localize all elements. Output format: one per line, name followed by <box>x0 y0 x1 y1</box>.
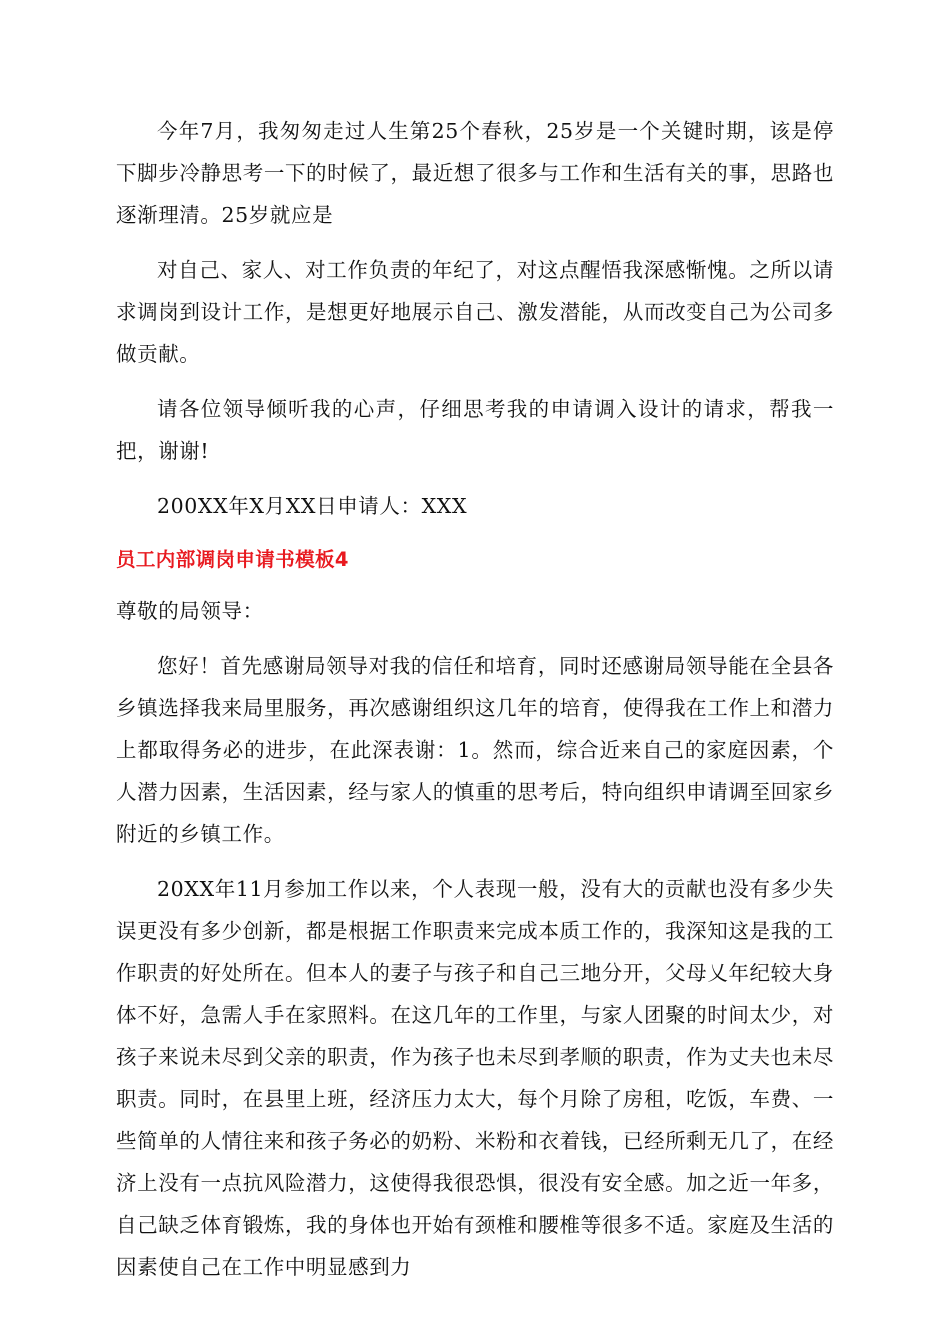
section-title: 员工内部调岗申请书模板4 <box>116 548 349 571</box>
date-signature-line: 200XX年X月XX日申请人：XXX <box>157 494 468 518</box>
paragraph-intro-age: 今年7月，我匆匆走过人生第25个春秋，25岁是一个关键时期，该是停下脚步冷静思考一下的时候了，最近想了很多与工作和生活有关的事，思路也逐渐理清。25岁就应是 <box>116 119 834 227</box>
paragraph-greeting-thanks: 您好！首先感谢局领导对我的信任和培育，同时还感谢局领导能在全县各乡镇选择我来局里服务，再次感谢组织这几年的培育，使得我在工作上和潜力上都取得务必的进步，在此深表谢：1。然而，综合近来自己的家庭因素，个人潜力因素，生活因素，经与家人的慎重的思考后，特向组织申请调至回家乡附近的乡镇工作。 <box>116 654 834 846</box>
paragraph-work-family: 20XX年11月参加工作以来，个人表现一般，没有大的贡献也没有多少失误更没有多少创新，都是根据工作职责来完成本质工作的，我深知这是我的工作职责的好处所在。但本人的妻子与孩子和自己三地分开，父母乂年纪较大身体不好，急需人手在家照料。在这几年的工作里，与家人团聚的时间太少，对孩子来说未尽到父亲的职责，作为孩子也未尽到孝顺的职责，作为丈夫也未尽职责。同时，在县里上班，经济压力太大，每个月除了房租，吃饭，车费、一些简单的人情往来和孩子务必的奶粉、米粉和衣着钱，已经所剩无几了，在经济上没有一点抗风险潜力，这使得我很恐惧，很没有安全感。加之近一年多，自己缺乏体育锻炼，我的身体也开始有颈椎和腰椎等很多不适。家庭及生活的因素使自己在工作中明显感到力 <box>116 877 834 1279</box>
paragraph-request-closing: 请各位领导倾听我的心声，仔细思考我的申请调入设计的请求，帮我一把，谢谢! <box>116 397 834 463</box>
salutation: 尊敬的局领导： <box>116 599 264 623</box>
paragraph-responsibility: 对自己、家人、对工作负责的年纪了，对这点醒悟我深感惭愧。之所以请求调岗到设计工作，是想更好地展示自己、激发潜能，从而改变自己为公司多做贡献。 <box>116 258 834 366</box>
document-body <box>116 110 834 1301</box>
